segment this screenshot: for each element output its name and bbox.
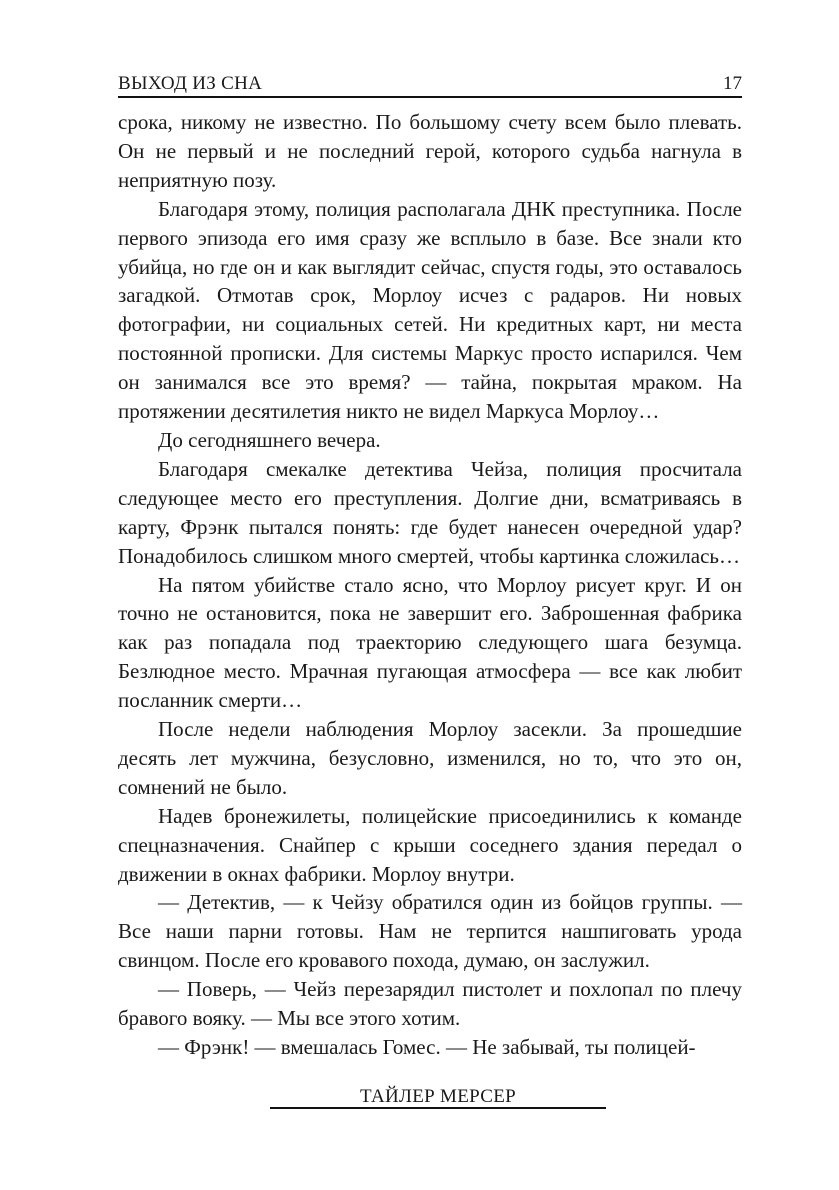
paragraph: На пятом убийстве стало ясно, что Морлоу рисует круг. И он точно не остановится, пока не завершит его. Заброшенная фабрика как раз попадала под траекторию следующего шага безумца. Безлюдное место. Мрачная пугающая атмосфера — все как любит посланник смерти… [118, 572, 742, 713]
page-number: 17 [723, 73, 742, 94]
running-footer-author: ТАЙЛЕР МЕРСЕР [270, 1087, 606, 1109]
paragraph: — Фрэнк! — вмешалась Гомес. — Не забывай, ты полицей- [158, 1035, 696, 1059]
paragraph: Благодаря смекалке детектива Чейза, полиция просчитала следующее место его преступления. Долгие дни, всматриваясь в карту, Фрэнк пытался понять: где будет нанесен очередной удар? Понадобилось слишком много смертей, чтобы картинка сложилась… [118, 456, 742, 568]
paragraph: — Детектив, — к Чейзу обратился один из бойцов группы. — Все наши парни готовы. Нам не терпится нашпиговать урода свинцом. После его кровавого похода, думаю, он заслужил. [118, 890, 742, 973]
page-body [118, 108, 742, 1062]
paragraph: Благодаря этому, полиция располагала ДНК преступника. После первого эпизода его имя сразу же всплыло в базе. Все знали кто убийца, но где он и как выглядит сейчас, спустя годы, это оставалось загадкой. Отмотав срок, Морлоу исчез с радаров. Ни новых фотографии, ни социальных сетей. Ни кредитных карт, ни места постоянной прописки. Для системы Маркус просто испарился. Чем он занимался все это время? — тайна, покрытая мраком. На протяжении десятилетия никто не видел Маркуса Морлоу… [118, 196, 742, 424]
book-title: ВЫХОД ИЗ СНА [118, 73, 263, 94]
paragraph: После недели наблюдения Морлоу засекли. За прошедшие десять лет мужчина, безусловно, изменился, но то, что это он, сомнений не было. [118, 717, 742, 799]
paragraph: Надев бронежилеты, полицейские присоединились к команде спецназначения. Снайпер с крыши соседнего здания передал о движении в окнах фабрики. Морлоу внутри. [118, 803, 742, 886]
running-header [118, 70, 742, 98]
paragraph: До сегодняшнего вечера. [158, 427, 381, 452]
paragraph: срока, никому не известно. По большому счету всем было плевать. Он не первый и не последний герой, которого судьба нагнула в неприятную позу. [118, 110, 742, 192]
paragraph: — Поверь, — Чейз перезарядил пистолет и похлопал по плечу бравого вояку. — Мы все этого хотим. [118, 977, 742, 1031]
